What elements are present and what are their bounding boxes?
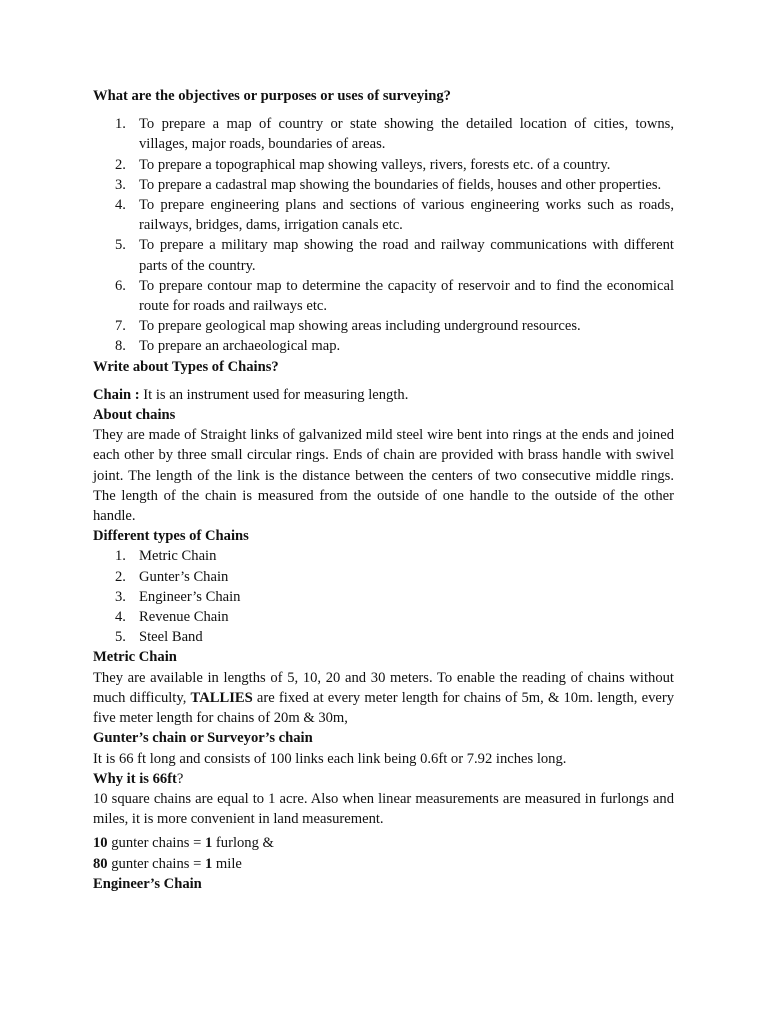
list-item: 3. Engineer’s Chain (115, 588, 241, 605)
objectives-list (93, 114, 674, 356)
list-item: 4. Revenue Chain (115, 609, 229, 626)
list-item: 1. To prepare a map of country or state showing the detailed location of cities, towns, villages, major roads, boundaries of areas. (115, 116, 674, 153)
mile-equation: 80 gunter chains = 1 mile (93, 855, 242, 872)
chain-term: Chain : (93, 386, 140, 403)
list-item: 1. Metric Chain (115, 548, 217, 565)
list-item: 7. To prepare geological map showing areas including underground resources. (115, 318, 581, 335)
gunter-chain-text: It is 66 ft long and consists of 100 links each link being 0.6ft or 7.92 inches long. (93, 750, 567, 767)
list-item: 5. Steel Band (115, 629, 203, 646)
gunter-chain-heading: Gunter’s chain or Surveyor’s chain (93, 730, 313, 747)
about-chains-heading: About chains (93, 407, 176, 424)
list-item: 8. To prepare an archaeological map. (115, 338, 341, 355)
list-item: 2. Gunter’s Chain (115, 568, 229, 585)
chain-definition-text: It is an instrument used for measuring length. (139, 386, 409, 403)
document-page (93, 86, 674, 894)
list-item: 2. To prepare a topographical map showing valleys, rivers, forests etc. of a country. (115, 156, 611, 173)
list-item: 6. To prepare contour map to determine the capacity of reservoir and to find the economical route for roads and railways etc. (115, 277, 674, 315)
metric-chain-text: They are available in lengths of 5, 10, 20 and 30 meters. To enable the reading of chains without much difficulty, TALLIES are fixed at every meter length for chains of 5m, & 10m. length, every five meter length for chains of 20m & 30m, (93, 669, 675, 727)
about-chains-text: They are made of Straight links of galvanized mild steel wire bent into rings at the ends and joined each other by three small circular rings. Ends of chain are provided with brass handle with swivel joint. The length of the link is the distance between the centers of two consecutive middle rings. The length of the chain is measured from the outside of one handle to the outside of the other handle. (93, 427, 674, 525)
metric-chain-heading: Metric Chain (93, 649, 177, 666)
furlong-equation: 10 gunter chains = 1 furlong & (93, 835, 274, 852)
list-item: 4. To prepare engineering plans and sections of various engineering works such as roads, railways, bridges, dams, irrigation canals etc. (115, 197, 674, 234)
chain-types-heading: Different types of Chains (93, 528, 249, 545)
chain-definition (93, 385, 674, 405)
engineer-chain-heading: Engineer’s Chain (93, 875, 202, 892)
list-item: 5. To prepare a military map showing the road and railway communications with different parts of the country. (115, 237, 674, 274)
list-item: 3. To prepare a cadastral map showing the boundaries of fields, houses and other properties. (115, 176, 662, 193)
chain-types-list (93, 546, 674, 647)
objectives-question: What are the objectives or purposes or uses of surveying? (93, 88, 451, 104)
why-66ft-text: 10 square chains are equal to 1 acre. Also when linear measurements are measured in furlongs and miles, it is more convenient in land measurement. (93, 790, 674, 828)
types-question: Write about Types of Chains? (93, 358, 279, 375)
tallies-term: TALLIES (190, 689, 253, 706)
why-66ft-heading: Why it is 66ft? (93, 770, 184, 787)
